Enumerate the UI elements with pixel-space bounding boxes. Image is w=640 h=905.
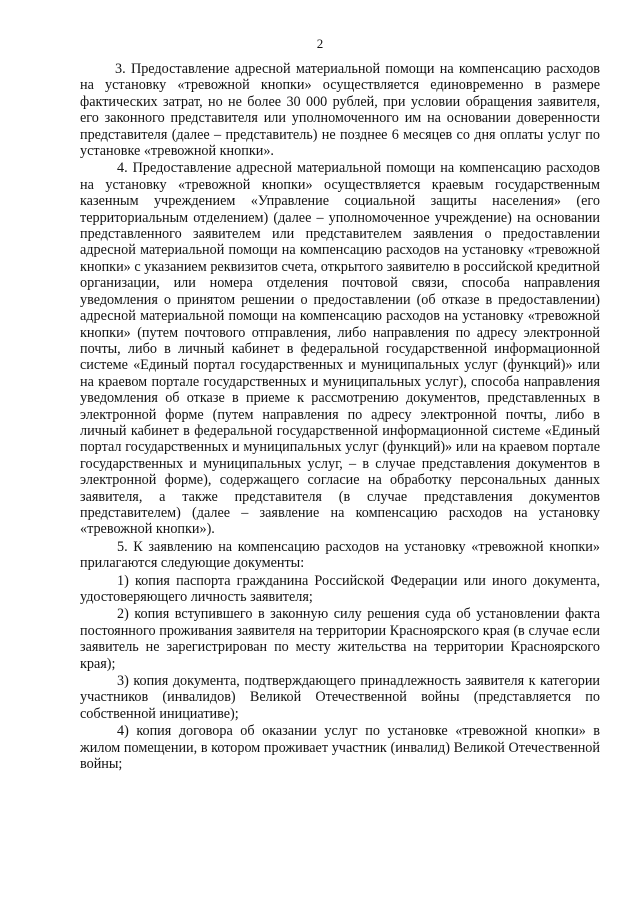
paragraph-item-5: 5. К заявлению на компенсацию расходов на установку «тревожной кнопки» прилагаются следующие документы: xyxy=(80,538,600,572)
list-item-4: 4) копия договора об оказании услуг по установке «тревожной кнопки» в жилом помещении, в котором проживает участник (инвалид) Великой Отечественной войны; xyxy=(80,723,600,773)
paragraph-item-4: 4. Предоставление адресной материальной помощи на компенсацию расходов на установку «тревожной кнопки» осуществляется краевым государственным казенным учреждением «Управление социальной защиты населения» (его территориальным отделением) (далее – уполномоченное учреждение) на основании представленного заявителем или представителем заявления о предоставлении адресной материальной помощи на компенсацию расходов на установку «тревожной кнопки» с указанием реквизитов счета, открытого заявителю в российской кредитной организации, или номера отделения почтовой связи, способа направления уведомления о принятом решении о предоставлении (об отказе в предоставлении) адресной материальной помощи на компенсацию расходов на установку «тревожной кнопки» (путем почтового отправления, либо направления по адресу электронной почты, либо в личный кабинет в федеральной государственной информационной системе «Единый портал государственных и муниципальных услуг (функций)» или на краевом портале государственных и муниципальных услуг), способа направления уведомления об отказе в приеме к рассмотрению документов, представленных в электронной форме (путем направления по адресу электронной почты, либо в личный кабинет в федеральной государственной информационной системе «Единый портал государственных и муниципальных услуг (функций)» или на краевом портале государственных и муниципальных услуг, – в случае представления документов в электронной форме), содержащего согласие на обработку персональных данных заявителя, а также представителя (в случае представления документов представителем) (далее – заявление на компенсацию расходов на установку «тревожной кнопки»). xyxy=(80,160,600,538)
paragraph-item-3: 3. Предоставление адресной материальной помощи на компенсацию расходов на установку «тревожной кнопки» осуществляется единовременно в размере фактических затрат, но не более 30 000 рублей, при условии обращения заявителя, его законного представителя или уполномоченного им на основании доверенности представителя (далее – представитель) не позднее 6 месяцев со дня оплаты услуг по установке «тревожной кнопки». xyxy=(80,61,600,160)
list-item-2: 2) копия вступившего в законную силу решения суда об установлении факта постоянного проживания заявителя на территории Красноярского края (в случае если заявитель не зарегистрирован по месту жительства на территории Красноярского края); xyxy=(80,606,600,672)
list-item-3: 3) копия документа, подтверждающего принадлежность заявителя к категории участников (инвалидов) Великой Отечественной войны (представляется по собственной инициативе); xyxy=(80,673,600,722)
list-item-1: 1) копия паспорта гражданина Российской Федерации или иного документа, удостоверяющего личность заявителя; xyxy=(80,572,600,605)
document-body xyxy=(80,61,600,773)
page-number: 2 xyxy=(316,36,324,51)
